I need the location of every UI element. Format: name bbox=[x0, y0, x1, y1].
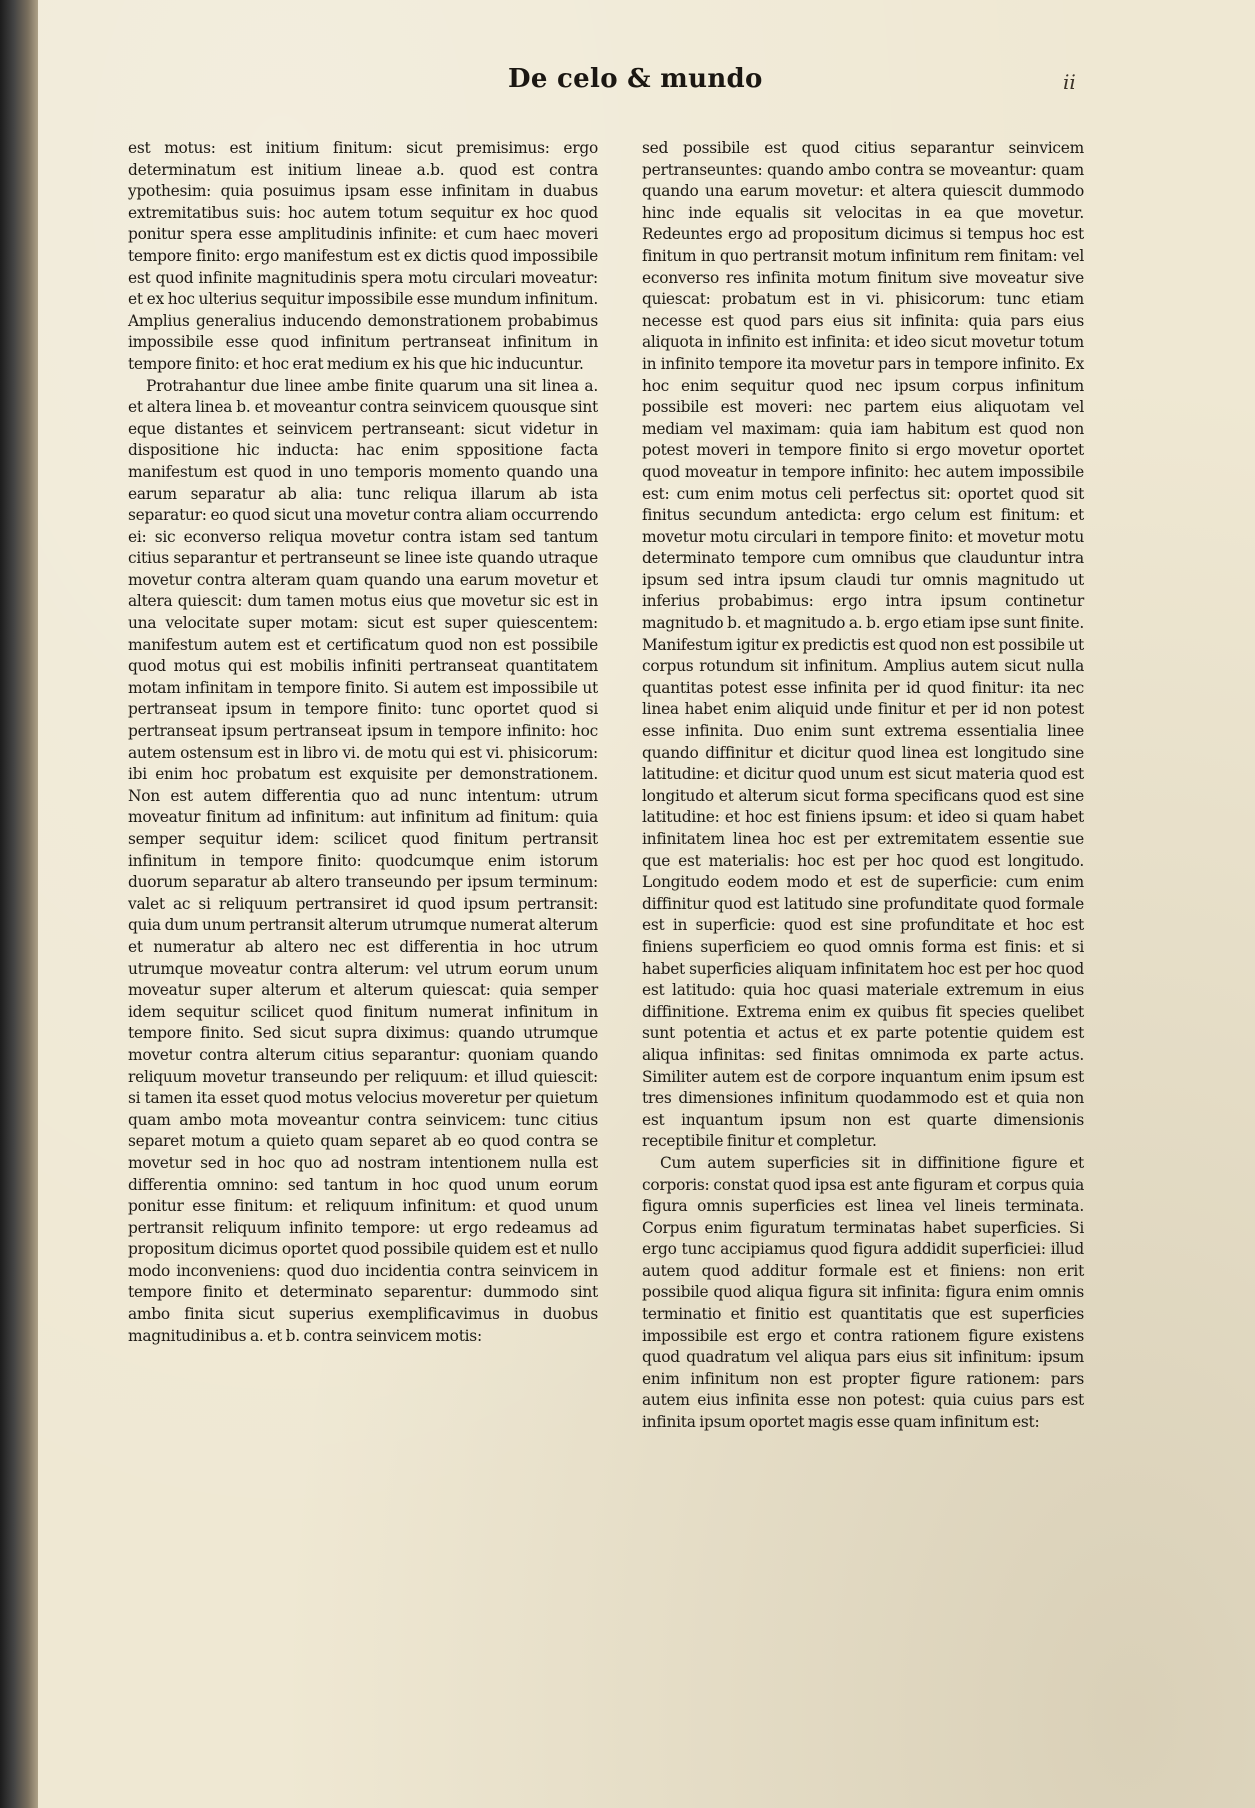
page-leaf bbox=[38, 0, 1255, 1808]
paragraph: Cum autem superficies sit in diffinitione figure et corporis: constat quod ipsa est ante figuram et corpus quia figura omnis superficies est linea vel lineis terminata. Corpus enim figuratum terminatas habet superficies. Si ergo tunc accipiamus quod figura addidit superficiei: illud autem quod additur formale est et finiens: non erit possibile quod aliqua figura sit infinita: figura enim omnis terminatio et finitio est quantitatis que est superficies impossibile est ergo et contra rationem figure existens quod quadratum vel aliqua pars eius sit infinitum: ipsum enim infinitum non est propter figure rationem: pars autem eius infinita esse non potest: quia cuius pars est infinita ipsum oportet magis esse quam infinitum est: bbox=[642, 1153, 1084, 1432]
text-column-right bbox=[642, 138, 1084, 1434]
running-title: De celo & mundo bbox=[508, 64, 763, 94]
page-header bbox=[38, 64, 1255, 104]
paragraph: Protrahantur due linee ambe finite quarum una sit linea a. et altera linea b. et moveantur contra seinvicem quousque sint eque distantes et seinvicem pertranseant: sicut videtur in dispositione hic inducta: hac enim sppositione facta manifestum est quod in uno temporis momento quando una earum separatur ab alia: tunc reliqua illarum ab ista separatur: eo quod sicut una movetur contra aliam occurrendo ei: sic econverso reliqua movetur contra istam sed tantum citius separantur et pertranseunt se linee iste quando utraque movetur contra alteram quam quando una earum movetur et altera quiescit: dum tamen motus eius que movetur sic est in una velocitate super motam: sicut est super quiescentem: manifestum autem est et certificatum quod non est possibile quod motus qui est mobilis infiniti pertranseat quantitatem motam infinitam in tempore finito. Si autem est impossibile ut pertranseat ipsum in tempore finito: tunc oportet quod si pertranseat ipsum pertranseat ipsum in tempore infinito: hoc autem ostensum est in libro vi. de motu qui est vi. phisicorum: ibi enim hoc probatum est exquisite per demonstrationem. Non est autem differentia quo ad nunc intentum: utrum moveatur finitum ad infinitum: aut infinitum ad finitum: quia semper sequitur idem: scilicet quod finitum pertransit infinitum in tempore finito: quodcumque enim istorum duorum separatur ab altero transeundo per ipsum terminum: valet ac si reliquum pertransiret id quod ipsum pertransit: quia dum unum pertransit alterum utrumque numerat alterum et numeratur ab altero nec est differentia in hoc utrum utrumque moveatur contra alterum: vel utrum eorum unum moveatur super alterum et alterum quiescat: quia semper idem sequitur scilicet quod finitum numerat infinitum in tempore finito. Sed sicut supra diximus: quando utrumque movetur contra alterum citius separantur: quoniam quando reliquum movetur transeundo per reliquum: et illud quiescit: si tamen ita esset quod motus velocius moveretur per quietum quam ambo mota moveantur contra seinvicem: tunc citius separet motum a quieto quam separet ab eo quod contra se movetur sed in hoc quo ad nostram intentionem nulla est differentia omnino: sed tantum in hoc quod unum eorum ponitur esse finitum: et reliquum infinitum: et quod unum pertransit reliquum infinito tempore: ut ergo redeamus ad propositum dicimus oportet quod possibile quidem est et nullo modo inconveniens: quod duo incidentia contra seinvicem in tempore finito et determinato separentur: dummodo sint ambo finita sicut superius exemplificavimus in duobus magnitudinibus a. et b. contra seinvicem motis: bbox=[128, 376, 598, 1345]
book-gutter-shadow bbox=[0, 0, 40, 1808]
folio-number: ii bbox=[1063, 70, 1076, 94]
text-column-left bbox=[128, 138, 598, 1347]
paragraph: sed possibile est quod citius separantur seinvicem pertranseuntes: quando ambo contra se moveantur: quam quando una earum movetur: et altera quiescit dummodo hinc inde equalis sit velocitas in ea que movetur. Redeuntes ergo ad propositum dicimus si tempus hoc est finitum in quo pertransit motum infinitum rem finitam: vel econverso res infinita motum finitum sive moveatur sive quiescat: probatum est in vi. phisicorum: tunc etiam necesse est quod pars eius sit infinita: quia pars eius aliquota in infinito est infinita: et ideo sicut movetur totum in infinito tempore ita movetur pars in tempore infinito. Ex hoc enim sequitur quod nec ipsum corpus infinitum possibile est moveri: nec partem eius aliquotam vel mediam vel maximam: quia iam habitum est quod non potest moveri in tempore finito si ergo movetur oportet quod moveatur in tempore infinito: hec autem impossibile est: cum enim motus celi perfectus sit: oportet quod sit finitus secundum antedicta: ergo celum est finitum: et movetur motu circulari in tempore finito: et movetur motu determinato tempore cum omnibus que clauduntur intra ipsum sed intra ipsum claudi tur omnis magnitudo ut inferius probabimus: ergo intra ipsum continetur magnitudo b. et magnitudo a. b. ergo etiam ipse sunt finite. Manifestum igitur ex predictis est quod non est possibile ut corpus rotundum sit infinitum. Amplius autem sicut nulla quantitas potest esse infinita per id quod finitur: ita nec linea habet enim aliquid unde finitur et per id non potest esse infinita. Duo enim sunt extrema essentialia linee quando diffinitur et dicitur quod linea est longitudo sine latitudine: et dicitur quod unum est sicut materia quod est longitudo et alterum sicut forma specificans quod est sine latitudine: et hoc est finiens ipsum: et ideo si quam habet infinitatem linea hoc est per extremitatem essentie sue que est materialis: hoc est per hoc quod est longitudo. Longitudo eodem modo et est de superficie: cum enim diffinitur quod est latitudo sine profunditate quod formale est in superficie: quod est sine profunditate et hoc est finiens superficiem eo quod omnis forma est finis: et si habet superficies aliquam infinitatem hoc est per hoc quod est latitudo: quia hoc quasi materiale extremum in eius diffinitione. Extrema enim ex quibus fit species quelibet sunt potentia et actus et ex parte potentie quidem est aliqua infinitas: sed finitas omnimoda ex parte actus. Similiter autem est de corpore inquantum enim ipsum est tres dimensiones infinitum quodammodo est et quia non est inquantum ipsum non est quarte dimensionis receptibile finitur et completur. bbox=[642, 139, 1084, 1151]
paragraph: est motus: est initium finitum: sicut premisimus: ergo determinatum est initium lineae a.b. quod est contra ypothesim: quia posuimus ipsam esse infinitam in duabus extremitatibus suis: hoc autem totum sequitur ex hoc quod ponitur spera esse amplitudinis infinite: et cum haec moveri tempore finito: ergo manifestum est ex dictis quod impossibile est quod infinite magnitudinis spera motu circulari moveatur: et ex hoc ulterius sequitur impossibile esse mundum infinitum. Amplius generalius inducendo demonstrationem probabimus impossibile esse quod infinitum pertranseat infinitum in tempore finito: et hoc erat medium ex his que hic inducuntur. bbox=[128, 139, 598, 373]
